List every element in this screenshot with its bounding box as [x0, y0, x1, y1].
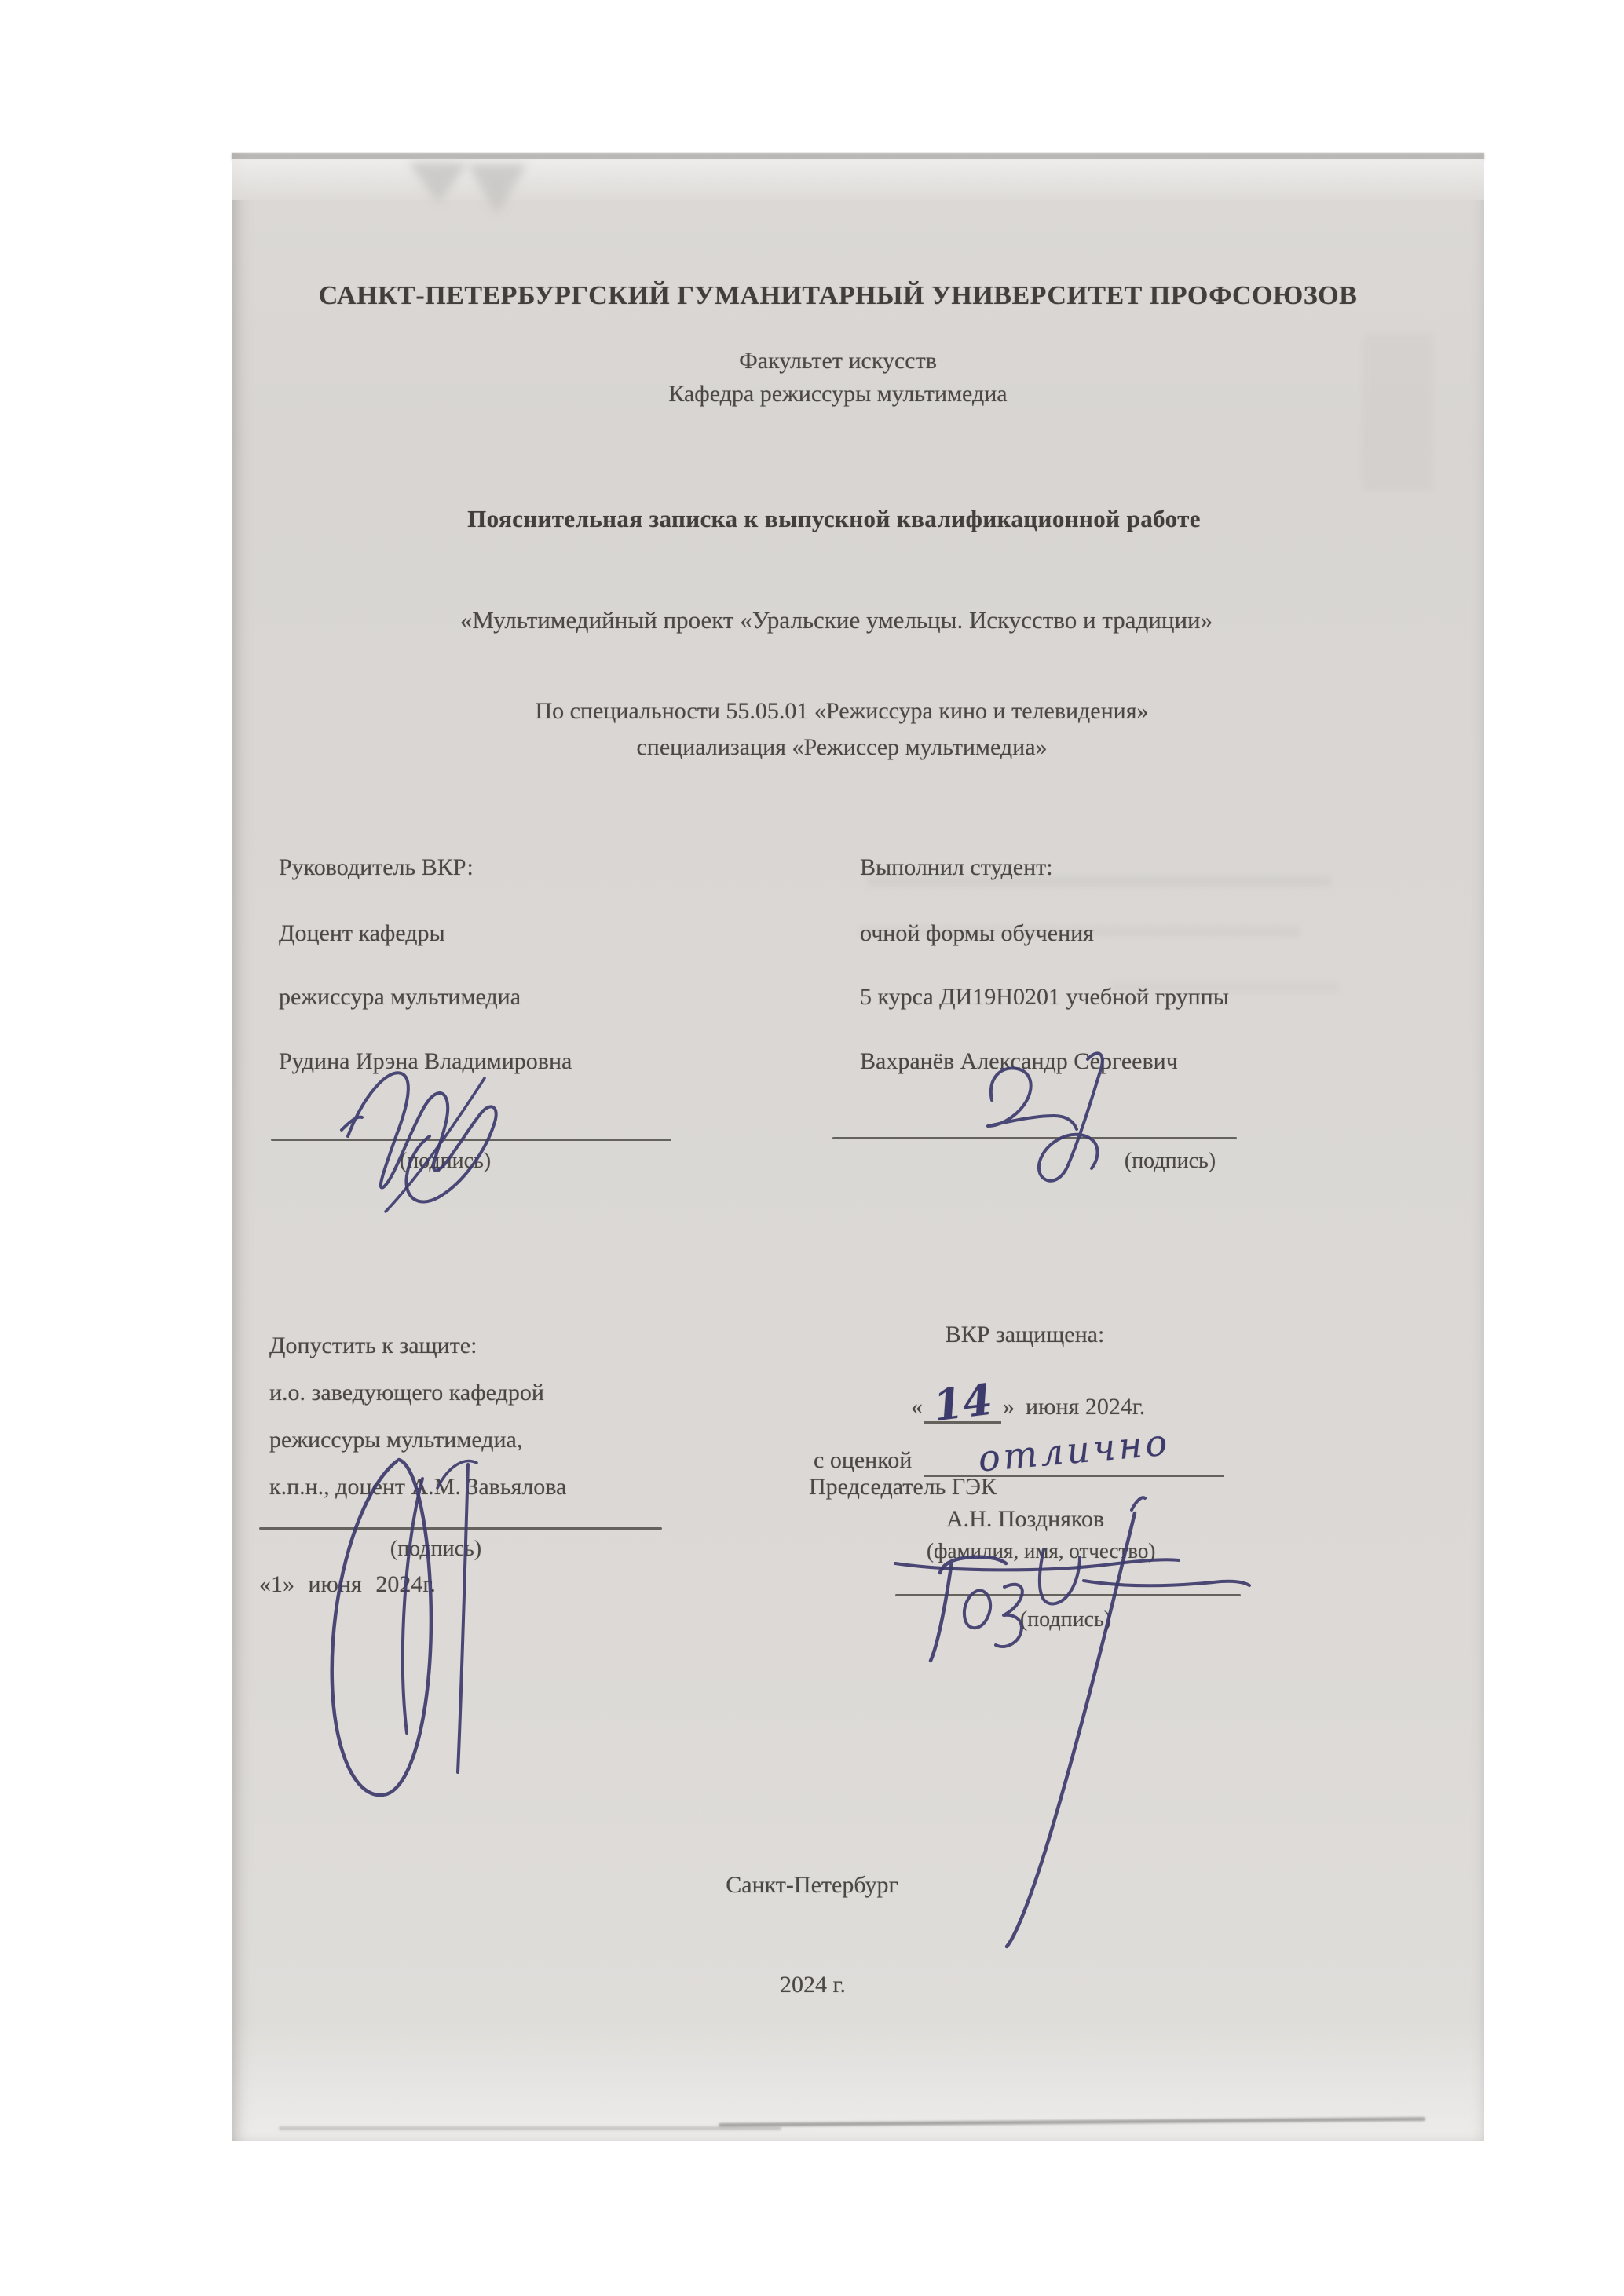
defense-date-close-quote: »	[1003, 1394, 1015, 1420]
city: Санкт-Петербург	[726, 1872, 898, 1898]
paper-bottom-edge	[279, 2126, 781, 2130]
student-group: 5 курса ДИ19Н0201 учебной группы	[860, 984, 1229, 1010]
admission-line2: и.о. заведующего кафедрой	[269, 1380, 544, 1406]
faculty: Факультет искусств	[739, 348, 937, 374]
chairman-signature-caption: (подпись)	[1019, 1607, 1112, 1632]
signatures-layer	[232, 153, 1484, 2141]
supervisor-name: Рудина Ирэна Владимировна	[279, 1048, 572, 1074]
chairman-signature-line	[895, 1594, 1241, 1596]
work-title: «Мультимедийный проект «Уральские умельцы. Искусство и традиции»	[459, 606, 1213, 634]
chairman-name: А.Н. Поздняков	[946, 1506, 1105, 1532]
supervisor-department: режиссура мультимедиа	[279, 984, 521, 1010]
grade-handwritten: отлично	[976, 1420, 1172, 1480]
paper-bottom-edge	[719, 2117, 1425, 2127]
supervisor-signature-line	[271, 1139, 671, 1141]
grade-slot	[924, 1420, 1224, 1480]
university-name: САНКТ-ПЕТЕРБУРГСКИЙ ГУМАНИТАРНЫЙ УНИВЕРСИТЕТ ПРОФСОЮЗОВ	[318, 281, 1358, 310]
document-photo	[232, 153, 1484, 2141]
supervisor-signature-caption: (подпись)	[399, 1149, 492, 1173]
admission-signature-caption: (подпись)	[390, 1537, 482, 1561]
admission-signature	[332, 1460, 477, 1795]
defense-date-day-handwritten: 14	[931, 1373, 996, 1431]
year: 2024 г.	[780, 1972, 846, 1998]
paper-edge-fold	[408, 163, 468, 203]
student-signature-caption: (подпись)	[1124, 1149, 1216, 1173]
defense-date-open-quote: «	[911, 1394, 923, 1420]
supervisor-position: Доцент кафедры	[279, 920, 445, 946]
specialty-line: По специальности 55.05.01 «Режиссура кино и телевидения»	[535, 698, 1149, 724]
document-type-title: Пояснительная записка к выпускной квалификационной работе	[467, 505, 1201, 532]
defense-date-day-slot	[924, 1373, 1001, 1431]
student-study-form: очной формы обучения	[860, 920, 1094, 946]
supervisor-label: Руководитель ВКР:	[279, 854, 474, 880]
defense-label: ВКР защищена:	[945, 1322, 1105, 1347]
grade-label: с оценкой	[814, 1447, 913, 1473]
department: Кафедра режиссуры мультимедиа	[668, 381, 1008, 407]
chairman-name-caption: (фамилия, имя, отчество)	[927, 1539, 1156, 1563]
supervisor-signature	[342, 1073, 496, 1212]
grade-row	[814, 1420, 1224, 1480]
admission-date: «1» июня 2024г.	[259, 1571, 436, 1597]
admission-line3: режиссуры мультимедиа,	[269, 1427, 523, 1453]
chairman-label: Председатель ГЭК	[809, 1474, 997, 1500]
student-name: Вахранёв Александр Сергеевич	[860, 1048, 1178, 1074]
admission-signature-line	[259, 1527, 662, 1530]
student-signature-line	[832, 1137, 1237, 1139]
paper-edge-fold	[467, 164, 527, 214]
defense-date-rest: июня 2024г.	[1026, 1394, 1146, 1420]
specialization-line: специализация «Режиссер мультимедиа»	[636, 734, 1048, 760]
admission-line1: Допустить к защите:	[269, 1333, 477, 1358]
student-label: Выполнил студент:	[860, 854, 1053, 880]
admission-line4: к.п.н., доцент А.М. Завьялова	[269, 1474, 567, 1500]
defense-date-row	[911, 1373, 1146, 1431]
